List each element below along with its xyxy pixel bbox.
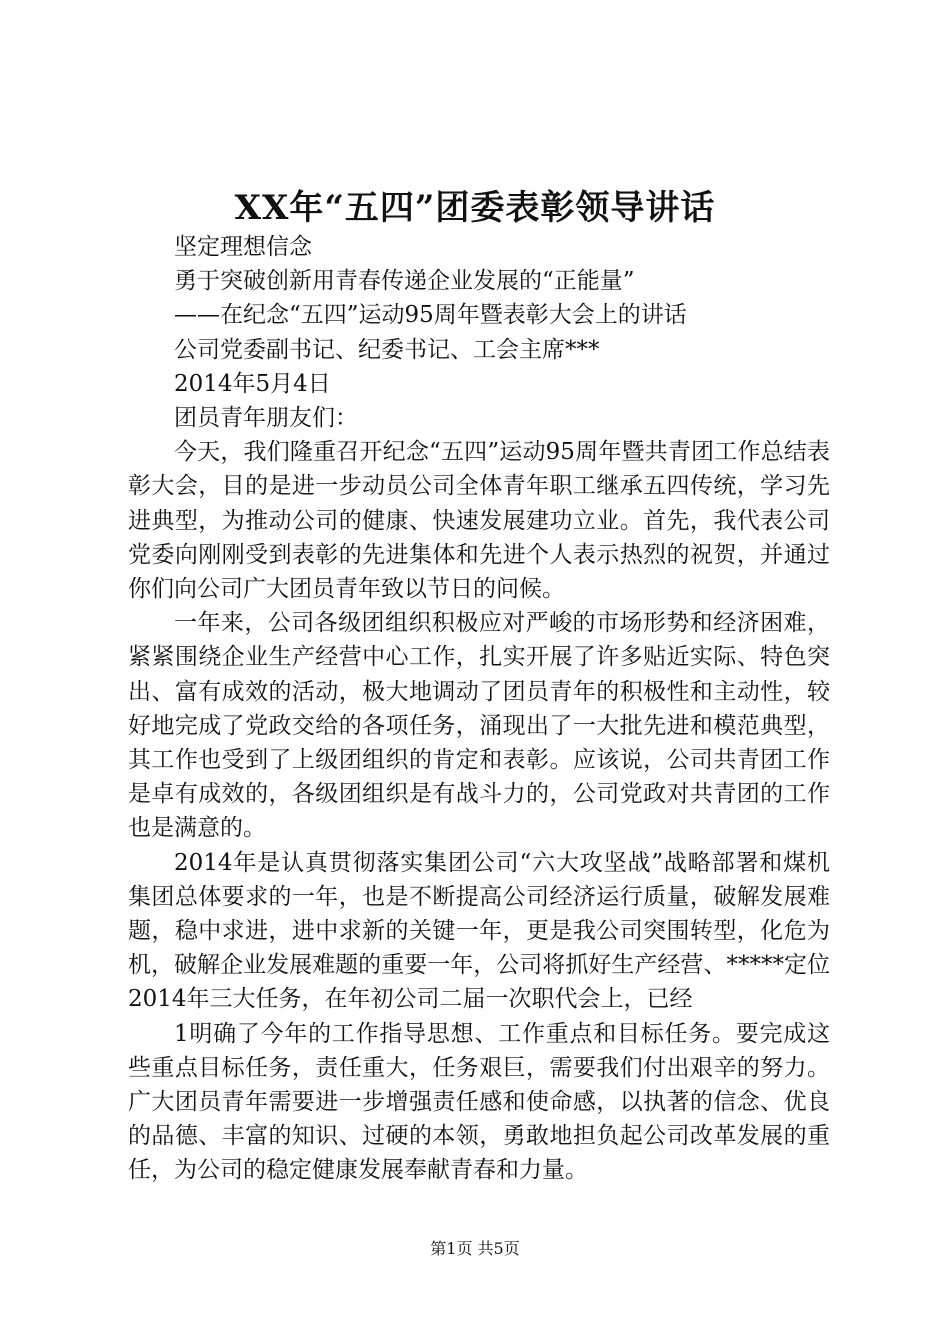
document-body	[128, 230, 830, 1188]
document-title: XX年“五四”团委表彰领导讲话	[234, 188, 716, 228]
date-line: 2014年5月4日	[174, 370, 331, 397]
body-paragraph: 2014年是认真贯彻落实集团公司“六大攻坚战”战略部署和煤机集团总体要求的一年，也是不断提高公司经济运行质量，破解发展难题，稳中求进，进中求新的关键一年，更是我公司突围转型，化危为机，破解企业发展难题的重要一年，公司将抓好生产经营、*****定位2014年三大任务，在年初公司二届一次职代会上，已经	[128, 849, 830, 1013]
heading-line: 坚定理想信念	[174, 234, 312, 260]
body-paragraph: 今天，我们隆重召开纪念“五四”运动95周年暨共青团工作总结表彰大会，目的是进一步动员公司全体青年职工继承五四传统，学习先进典型，为推动公司的健康、快速发展建功立业。首先，我代表公司党委向刚刚受到表彰的先进集体和先进个人表示热烈的祝贺，并通过你们向公司广大团员青年致以节日的问候。	[128, 439, 830, 603]
body-paragraph: 1明确了今年的工作指导思想、工作重点和目标任务。要完成这些重点目标任务，责任重大，任务艰巨，需要我们付出艰辛的努力。广大团员青年需要进一步增强责任感和使命感，以执著的信念、优良的品德、丰富的知识、过硬的本领，勇敢地担负起公司改革发展的重任，为公司的稳定健康发展奉献青春和力量。	[128, 1020, 830, 1184]
heading-line: 勇于突破创新用青春传递企业发展的“正能量”	[174, 268, 635, 295]
body-paragraph: 一年来，公司各级团组织积极应对严峻的市场形势和经济困难，紧紧围绕企业生产经营中心工作，扎实开展了许多贴近实际、特色突出、富有成效的活动，极大地调动了团员青年的积极性和主动性，较好地完成了党政交给的各项任务，涌现出了一大批先进和模范典型，其工作也受到了上级团组织的肯定和表彰。应该说，公司共青团工作是卓有成效的，各级团组织是有战斗力的，公司党政对共青团的工作也是满意的。	[128, 610, 830, 842]
page-footer: 第1页 共5页	[430, 1239, 520, 1258]
heading-line: 公司党委副书记、纪委书记、工会主席***	[174, 336, 600, 363]
heading-line: ——在纪念“五四”运动95周年暨表彰大会上的讲话	[174, 302, 687, 329]
salutation: 团员青年朋友们：	[174, 405, 358, 432]
